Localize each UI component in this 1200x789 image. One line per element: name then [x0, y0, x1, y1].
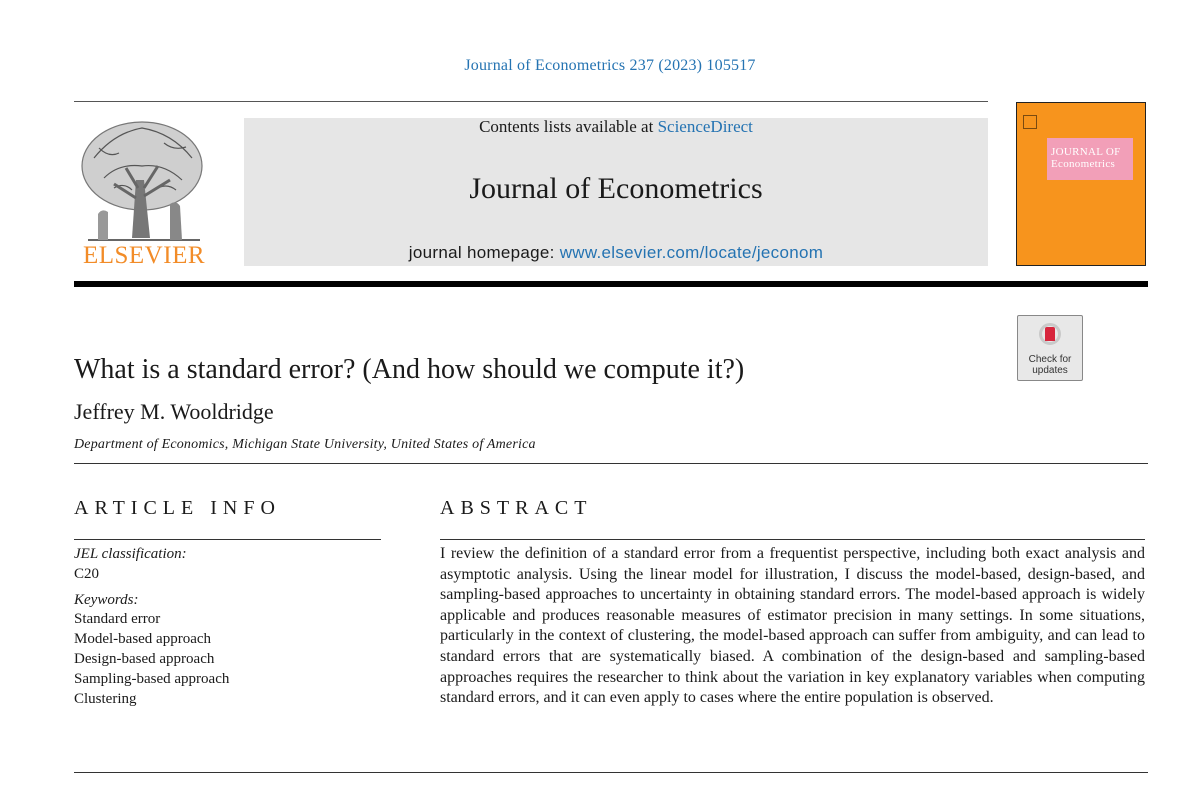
journal-homepage — [244, 243, 988, 263]
abstract-heading: ABSTRACT — [440, 497, 593, 519]
journal-citation[interactable]: Journal of Econometrics 237 (2023) 105517 — [464, 57, 756, 74]
abstract-text: I review the definition of a standard error from a frequentist perspective, including both exact analysis and asymptotic analysis. Using the linear model for illustration, I discuss the model-based, design-based, and sampling-based approaches to uncertainty in obtaining standard errors. The model-based approach is widely applicable and produces reasonable measures of estimator precision in many settings. In some situations, particularly in the context of clustering, the model-based approach can suffer from ambiguity, and can lead to standard errors that are systematically biased. A combination of the design-based and sampling-based approaches requires the researcher to think about the variation in key explanatory variables when computing standard errors, and it can even apply to cases where the entire population is observed. — [440, 545, 1145, 707]
sciencedirect-link[interactable]: ScienceDirect — [657, 117, 753, 136]
keywords-label: Keywords: — [74, 591, 139, 608]
keyword-item: Model-based approach — [74, 631, 212, 648]
homepage-prefix: journal homepage: — [408, 243, 560, 262]
article-info-rule — [74, 539, 381, 540]
article-author[interactable]: Jeffrey M. Wooldridge — [74, 399, 274, 424]
check-for-updates-button[interactable] — [1017, 315, 1083, 381]
cover-title-line1: JOURNAL OF — [1051, 146, 1121, 158]
elsevier-wordmark: ELSEVIER — [82, 242, 206, 269]
article-info-panel — [74, 545, 374, 709]
abstract-bottom-rule — [74, 772, 1148, 773]
cover-publisher-icon — [1023, 115, 1037, 129]
journal-cover[interactable] — [1016, 102, 1146, 266]
header-top-rule — [74, 101, 988, 102]
article-title: What is a standard error? (And how should we compute it?) — [74, 354, 745, 385]
bookmark-icon — [1045, 327, 1055, 341]
keyword-item: Design-based approach — [74, 650, 215, 667]
header-bottom-rule — [74, 281, 1148, 287]
title-bottom-rule — [74, 463, 1148, 464]
abstract-rule — [440, 539, 1145, 540]
cover-title — [1051, 146, 1121, 170]
elsevier-logo[interactable] — [74, 118, 214, 270]
check-updates-label: Check for updates — [1028, 354, 1072, 376]
keyword-item: Clustering — [74, 690, 137, 707]
cover-title-line2: Econometrics — [1051, 158, 1116, 170]
jel-value: C20 — [74, 565, 100, 582]
contents-prefix: Contents lists available at — [479, 117, 658, 136]
keyword-item: Standard error — [74, 611, 161, 628]
homepage-link[interactable]: www.elsevier.com/locate/jeconom — [559, 243, 824, 262]
jel-label: JEL classification: — [74, 546, 187, 562]
author-affiliation: Department of Economics, Michigan State University, United States of America — [74, 437, 536, 452]
contents-line — [244, 117, 988, 137]
journal-title: Journal of Econometrics — [469, 172, 763, 205]
article-info-heading: ARTICLE INFO — [74, 497, 281, 519]
keyword-item: Sampling-based approach — [74, 670, 230, 687]
